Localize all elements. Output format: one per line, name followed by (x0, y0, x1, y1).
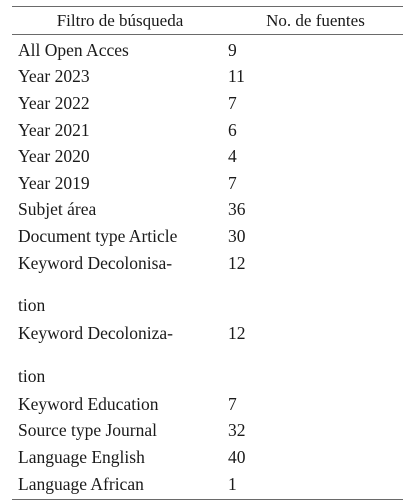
filter-cell: tion (18, 365, 46, 386)
count-cell: 4 (228, 146, 237, 167)
count-cell: 9 (228, 39, 237, 60)
filter-cell: Language African (18, 473, 144, 494)
table-row (12, 471, 403, 498)
table-header (12, 7, 403, 34)
count-cell: 32 (228, 420, 246, 441)
table-row (12, 90, 403, 117)
filter-cell: Keyword Decolonisa- (18, 252, 173, 273)
count-cell: 12 (228, 323, 246, 344)
filter-cell: Year 2019 (18, 172, 90, 193)
filter-cell: Document type Article (18, 225, 178, 246)
count-cell: 12 (228, 252, 246, 273)
table-row (12, 418, 403, 445)
filter-cell: Subjet área (18, 199, 97, 220)
header-count: No. de fuentes (266, 10, 365, 30)
filter-cell: Keyword Education (18, 393, 159, 414)
header-filter: Filtro de búsqueda (56, 10, 184, 30)
table-body (12, 35, 403, 499)
count-cell: 1 (228, 473, 237, 494)
table-row (12, 170, 403, 197)
table-row (12, 64, 403, 91)
count-cell: 7 (228, 393, 237, 414)
filter-cell: tion (18, 295, 46, 316)
filter-cell: Source type Journal (18, 420, 157, 441)
table-row (12, 250, 403, 277)
count-cell: 40 (228, 446, 246, 467)
filter-cell: Year 2022 (18, 92, 90, 113)
table-row (12, 197, 403, 224)
table-row-continuation (12, 276, 403, 320)
filter-cell: Year 2021 (18, 119, 90, 140)
count-cell: 30 (228, 225, 246, 246)
table-row (12, 223, 403, 250)
filter-cell: Year 2020 (18, 146, 90, 167)
filter-cell: Year 2023 (18, 66, 90, 87)
search-filter-table (12, 6, 403, 500)
table-row (12, 143, 403, 170)
table-row (12, 37, 403, 64)
filter-cell: All Open Acces (18, 39, 129, 60)
table-row (12, 391, 403, 418)
table-row-continuation (12, 347, 403, 391)
count-cell: 7 (228, 92, 237, 113)
count-cell: 7 (228, 172, 237, 193)
filter-cell: Language English (18, 446, 145, 467)
filter-cell: Keyword Decoloniza- (18, 323, 174, 344)
count-cell: 6 (228, 119, 237, 140)
table-row (12, 117, 403, 144)
count-cell: 36 (228, 199, 246, 220)
table-row (12, 444, 403, 471)
table-row (12, 320, 403, 347)
count-cell: 11 (228, 66, 245, 87)
